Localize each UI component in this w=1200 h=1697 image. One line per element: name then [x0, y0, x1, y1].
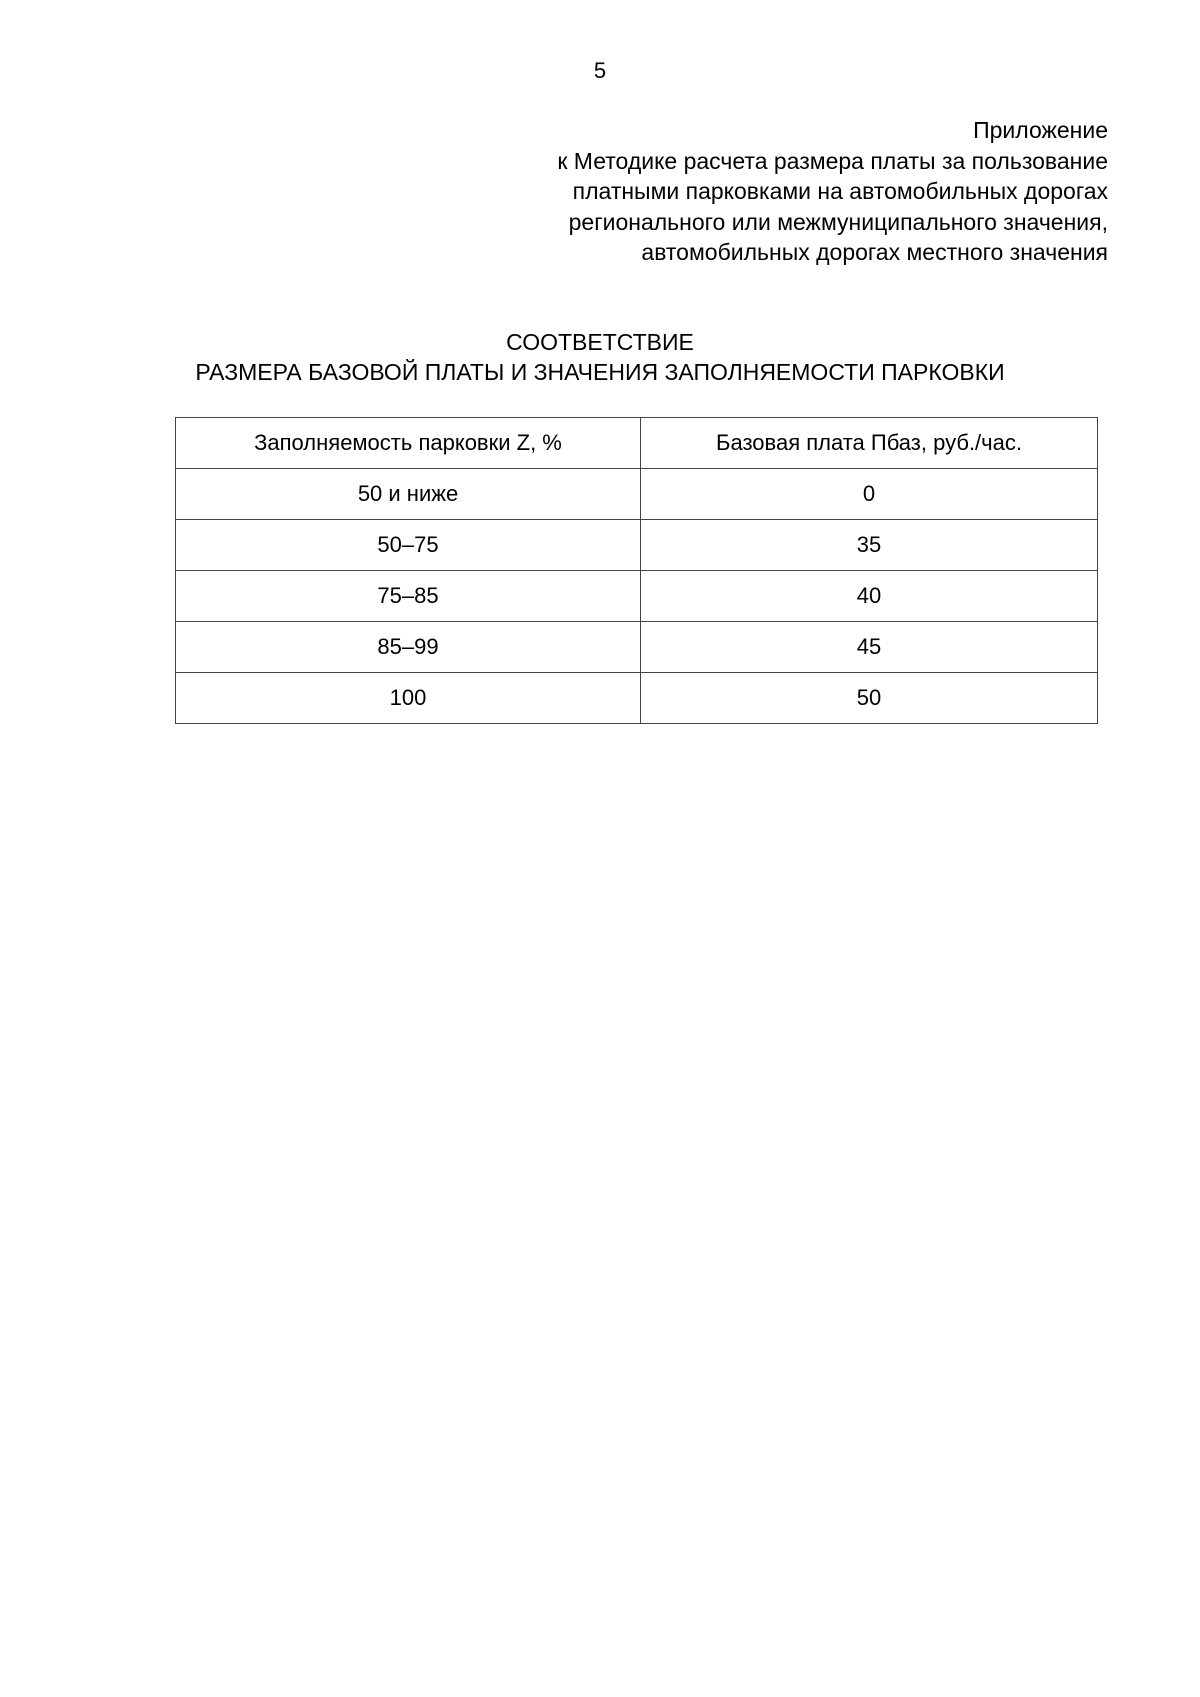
fee-cell: 35	[641, 520, 1098, 571]
header-occupancy: Заполняемость парковки Z, %	[176, 418, 641, 469]
fee-cell: 40	[641, 571, 1098, 622]
fee-cell: 45	[641, 622, 1098, 673]
header-base-fee: Базовая плата Пбаз, руб./час.	[641, 418, 1098, 469]
occupancy-cell: 50–75	[176, 520, 641, 571]
title-line-2: РАЗМЕРА БАЗОВОЙ ПЛАТЫ И ЗНАЧЕНИЯ ЗАПОЛНЯЕМОСТИ ПАРКОВКИ	[195, 359, 1005, 385]
title-line-1: СООТВЕТСТВИЕ	[506, 329, 694, 355]
occupancy-cell: 50 и ниже	[176, 469, 641, 520]
fee-cell: 0	[641, 469, 1098, 520]
document-title	[0, 327, 1200, 387]
appendix-line: регионального или межмуниципального значения,	[568, 208, 1108, 235]
table-row	[176, 571, 1098, 622]
table-row	[176, 469, 1098, 520]
occupancy-cell: 100	[176, 673, 641, 724]
appendix-line: платными парковками на автомобильных дорогах	[572, 178, 1108, 204]
appendix-line: Приложение	[973, 117, 1108, 143]
rate-table	[175, 417, 1098, 724]
occupancy-cell: 75–85	[176, 571, 641, 622]
occupancy-cell: 85–99	[176, 622, 641, 673]
page-number: 5	[593, 58, 607, 83]
table-row	[176, 622, 1098, 673]
table-row	[176, 520, 1098, 571]
fee-cell: 50	[641, 673, 1098, 724]
appendix-heading	[408, 115, 1108, 268]
table-row	[176, 673, 1098, 724]
table-header-row	[176, 418, 1098, 469]
appendix-line: к Методике расчета размера платы за пользование	[557, 147, 1108, 174]
appendix-line: автомобильных дорогах местного значения	[641, 239, 1108, 265]
